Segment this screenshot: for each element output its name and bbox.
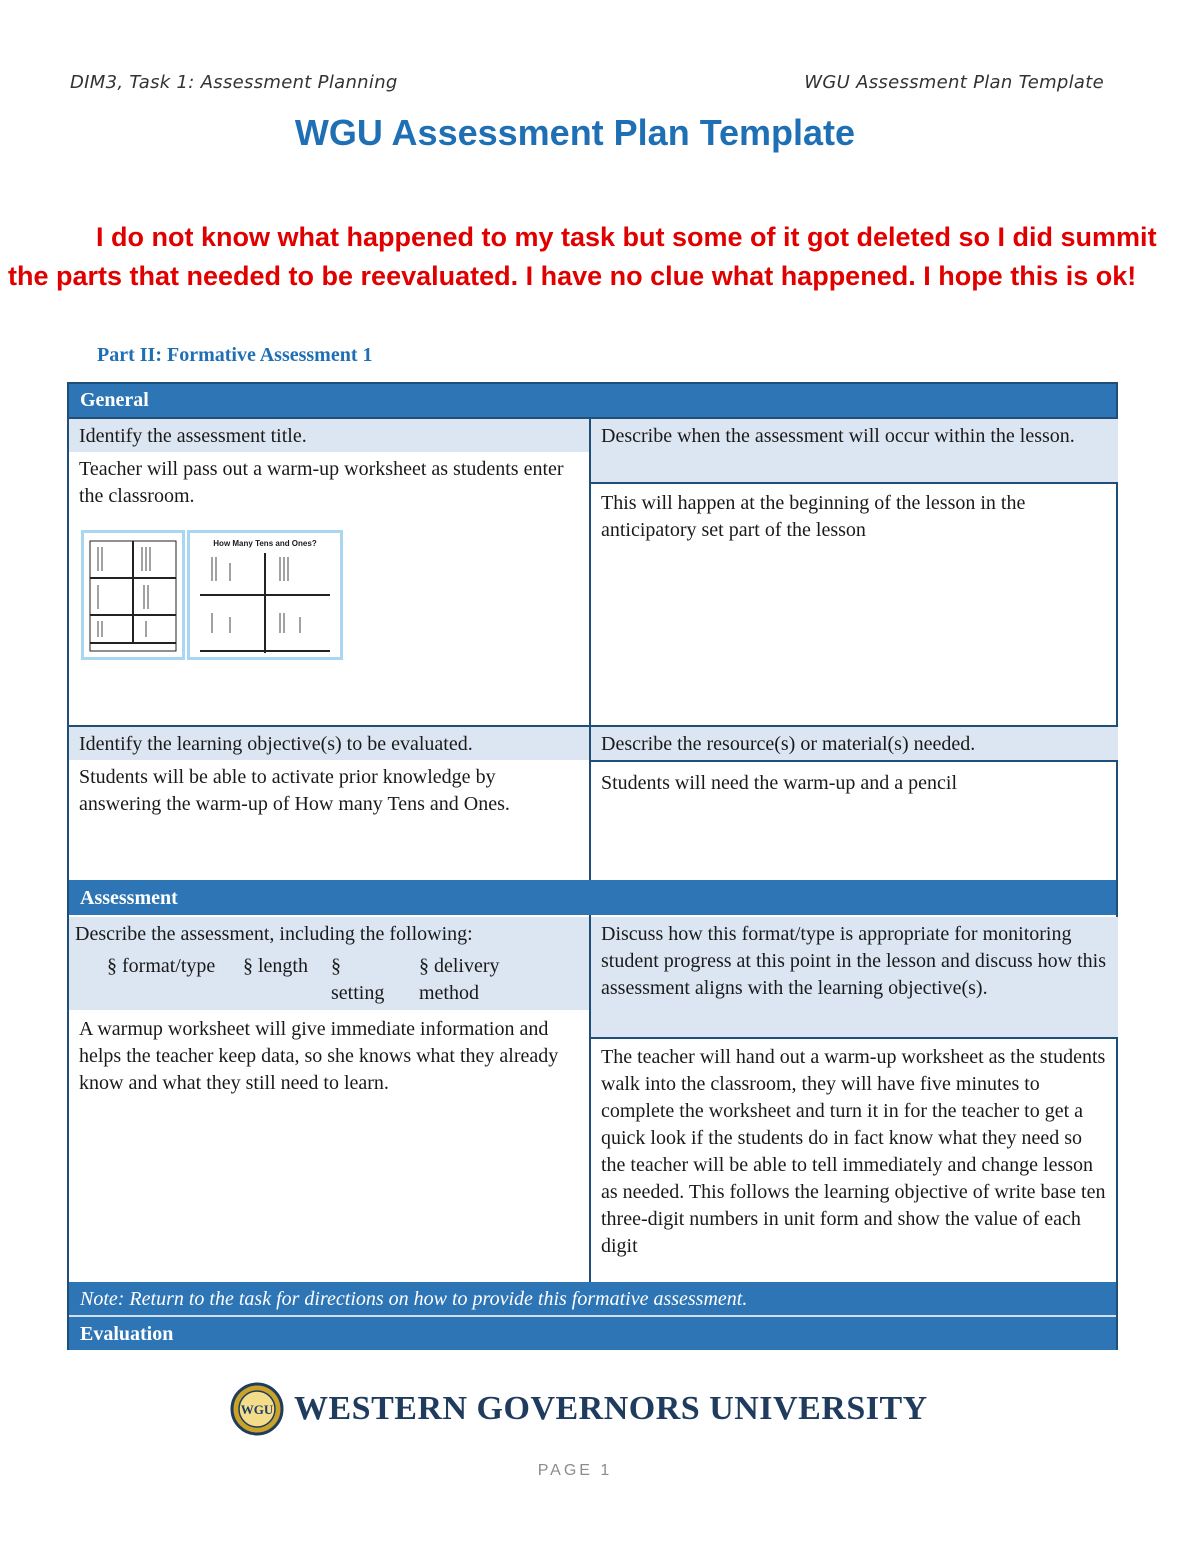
divider bbox=[591, 482, 1118, 484]
assessment-section-bar bbox=[69, 880, 1116, 915]
wgu-wordmark: WESTERN GOVERNORS UNIVERSITY bbox=[294, 1390, 928, 1427]
part-heading: Part II: Formative Assessment 1 bbox=[97, 344, 373, 366]
criteria-length: § length bbox=[243, 955, 308, 977]
discuss-format-value: The teacher will hand out a warm-up worksheet as the students walk into the classroom, they will have five minutes to complete the worksheet and turn it in for the teacher to get a quick look if the students do in fact know what they need so the teacher will be able to tell immediately and change lesson as needed. This follows the learning objective of write base ten three-digit numbers in unit form and show the value of each digit bbox=[601, 1046, 1106, 1257]
running-header-left: DIM3, Task 1: Assessment Planning bbox=[70, 72, 398, 93]
wgu-seal-icon bbox=[230, 1382, 284, 1436]
assessment-timing-label: Describe when the assessment will occur within the lesson. bbox=[591, 419, 1118, 482]
learning-objective-value: Students will be able to activate prior knowledge by answering the warm-up of How many Tens and Ones. bbox=[79, 766, 510, 815]
running-header-right: WGU Assessment Plan Template bbox=[804, 72, 1104, 93]
seal-letters: WGU bbox=[240, 1402, 274, 1417]
evaluation-heading: Evaluation bbox=[80, 1323, 174, 1345]
divider bbox=[591, 1037, 1118, 1039]
criteria-format-type: § format/type bbox=[107, 955, 216, 977]
student-note: I do not know what happened to my task but some of it got deleted so I did summit the parts that needed to be reevaluated. I have no clue what happened. I hope this is ok! bbox=[8, 222, 1157, 291]
return-note: Note: Return to the task for directions on how to provide this formative assessment. bbox=[80, 1288, 748, 1310]
general-section-bar bbox=[69, 384, 1116, 417]
worksheet-grid-icon bbox=[190, 533, 340, 657]
worksheet-thumbnail-2 bbox=[187, 530, 343, 660]
assessment-criteria-list bbox=[75, 953, 583, 1011]
return-note-bar bbox=[69, 1282, 1116, 1315]
general-heading: General bbox=[80, 389, 149, 411]
describe-assessment-label: Describe the assessment, including the following: bbox=[75, 923, 473, 945]
worksheet-thumbnail-1 bbox=[81, 530, 185, 660]
assessment-timing-value: This will happen at the beginning of the lesson in the anticipatory set part of the lesson bbox=[601, 492, 1026, 541]
worksheet-caption: How Many Tens and Ones? bbox=[213, 539, 317, 548]
criteria-setting: § setting bbox=[331, 955, 385, 1004]
discuss-format-label: Discuss how this format/type is appropriate for monitoring student progress at this point in the lesson and discuss how this assessment aligns with the learning objective(s). bbox=[591, 917, 1118, 1037]
evaluation-section-bar bbox=[69, 1317, 1116, 1350]
describe-assessment-label-block bbox=[69, 917, 589, 1010]
assessment-title-value: Teacher will pass out a warm-up worksheet as students enter the classroom. bbox=[79, 458, 564, 507]
page-title: WGU Assessment Plan Template bbox=[294, 112, 856, 153]
worksheet-icon bbox=[84, 533, 182, 657]
assessment-title-label: Identify the assessment title. bbox=[69, 419, 589, 452]
assessment-plan-table bbox=[67, 382, 1118, 1350]
resources-value: Students will need the warm-up and a pencil bbox=[601, 772, 958, 794]
learning-objective-label: Identify the learning objective(s) to be evaluated. bbox=[69, 727, 589, 760]
resources-label: Describe the resource(s) or material(s) needed. bbox=[591, 727, 1118, 760]
criteria-delivery-method: § delivery method bbox=[419, 955, 500, 1004]
page-number: PAGE 1 bbox=[537, 1462, 613, 1479]
divider bbox=[591, 760, 1118, 762]
wgu-logo bbox=[230, 1382, 928, 1436]
describe-assessment-value: A warmup worksheet will give immediate information and helps the teacher keep data, so she knows what they already know and what they still need to learn. bbox=[79, 1018, 559, 1094]
assessment-heading: Assessment bbox=[80, 887, 178, 909]
